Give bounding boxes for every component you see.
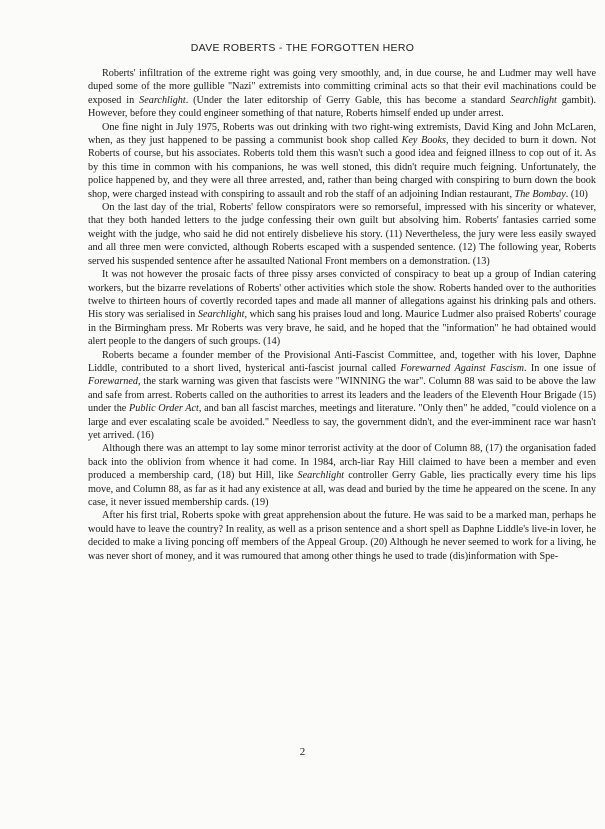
text-run: gambit). However, before they could engineer something of that nature, Roberts himself ended up under arrest. [88,94,597,120]
text-run: Roberts' infiltration of the extreme right was going very smoothly, and, in due course, he and Ludmer may well have duped some of the more gullible "Nazi" extremists into committing criminal acts so that their evil machinations could be exposed in [88,68,596,106]
italic-title: Searchlight [510,94,557,106]
paragraph [88,509,596,563]
italic-title: Forewarned Against Fascism [400,362,524,374]
text-run: , they decided to burn it down. Not Roberts of course, but his associates. Roberts told them this wasn't such a good idea and feigned illness to cop out of it. As by this time in common with his companions, he was well stoned, this didn't require much feigning. Unfortunately, the police happened by, and they were all three arrested, and, rather than being charged with conspiring to burn down the book shop, were charged instead with conspiring to assault and rob the staff of an adjoining Indian restaurant, [88,135,596,200]
italic-title: The Bombay [514,188,566,200]
article-body [88,67,596,563]
paragraph [88,442,596,509]
text-run: Although there was an attempt to lay some minor terrorist activity at the door of Column 88, (17) the organisation faded back into the oblivion from whence it had come. In 1984, arch-liar Ray Hill claimed to have been a member and even produced a membership card, (18) but Hill, like [88,443,596,482]
paragraph [88,121,596,201]
italic-title: Key Books [401,135,446,147]
paragraph [88,268,596,348]
text-run: On the last day of the trial, Roberts' fellow conspirators were so remorseful, impressed with his sincerity or whatever, that they both handed letters to the judge confessing their own guilt but absolving him. Roberts' fantasies carried some weight with the judge, who said he did not entirely disbelieve his story. (11) Nevertheless, the jury were less easily swayed and all three men were convicted, although Roberts escaped with a suspended sentence. (12) The following year, Roberts served his suspended sentence after he assaulted National Front members on a demonstration. (13) [88,202,596,267]
italic-title: Searchlight [139,94,186,106]
italic-title: Searchlight [197,309,245,321]
text-run: It was not however the prosaic facts of three pissy arses convicted of conspiracy to beat up a group of Indian catering workers, but the bizarre revelations of Roberts' other activities which stole the show. Roberts handed over to the authorities twelve to thirteen hours of covertly recorded tapes and made all manner of allegations against his drinking pals and others. His story was serialised in [88,269,596,321]
text-run: controller Gerry Gable, lies practically every time his lips move, and Column 88, as far as it had any existence at all, was dead and buried by the time he appeared on the scene. In any case, it never issued membership cards. (19) [88,470,596,508]
text-run: One fine night in July 1975, Roberts was out drinking with two right-wing extremists, David King and John McLaren, when, as they just happened to be passing a communist book shop called [88,121,596,147]
text-run: . In one issue of [523,362,596,374]
text-run: . (Under the later editorship of Gerry Gable, this has become a standard [185,94,511,106]
paragraph [88,201,596,268]
text-run: . (10) [565,188,588,200]
italic-title: Searchlight [297,470,345,482]
text-run: , the stark warning was given that fascists were "WINNING the war". Column 88 was said to be above the law and safe from arrest. Roberts called on the authorities to arrest its leaders and the leaders of the Eleventh Hour Brigade (15) under the [88,376,596,415]
italic-title: Forewarned [88,376,138,388]
paragraph [88,67,596,121]
text-run: Roberts became a founder member of the Provisional Anti-Fascist Committee, and, together with his lover, Daphne Liddle, contributed to a short lived, hysterical anti-fascist journal called [88,349,596,374]
text-run: , which sang his praises loud and long. Maurice Ludmer also praised Roberts' courage in the Birmingham press. Mr Roberts was very brave, he said, and he hoped that the "information" he had obtained would alert people to the dangers of such groups. (14) [88,309,596,348]
running-header: DAVE ROBERTS - THE FORGOTTEN HERO [190,42,415,54]
text-run: , and ban all fascist marches, meetings and literature. "Only then" he added, "could violence on a large and ever escalating scale be avoided." Needless to say, the government didn't, and the ever-imminent race war hasn't yet arrived. (16) [88,403,596,441]
italic-title: Public Order Act [129,403,199,415]
text-run: After his first trial, Roberts spoke with great apprehension about the future. He was said to be a marked man, perhaps he would have to leave the country? In reality, as well as a prison sentence and a short spell as Daphne Liddle's live-in lover, he decided to make a living poncing off members of the Appeal Group. (20) Although he never seemed to work for a living, he was never short of money, and it was rumoured that among other things he used to trade (dis)information with Spe- [88,510,596,562]
page-number: 2 [299,746,306,758]
paragraph [88,349,596,443]
